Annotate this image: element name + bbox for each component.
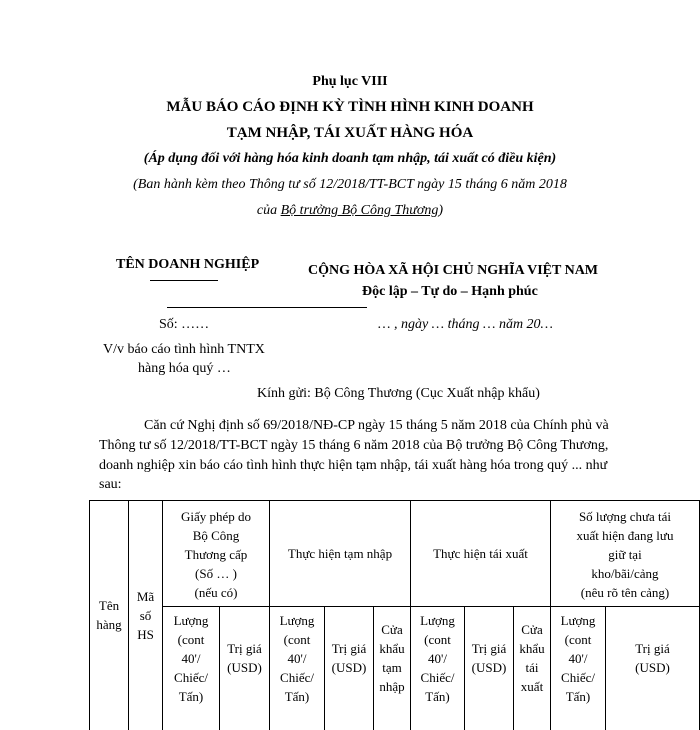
subheader-import-quantity: Lượng (cont 40'/ Chiếc/ Tấn): [279, 612, 315, 704]
body-line2: Thông tư số 12/2018/TT-BCT ngày 15 tháng 6 năm 2018 của Bộ trưởng Bộ Công Thương,: [99, 438, 609, 453]
motto: Độc lập – Tự do – Hạnh phúc: [362, 284, 538, 299]
subheader-stored-quantity: Lượng (cont 40'/ Chiếc/ Tấn): [560, 612, 596, 704]
appendix-title: Phụ lục VIII: [312, 74, 388, 89]
issued-with-prefix: của: [256, 203, 281, 218]
subheader-reexport-border-gate: Cửa khẩu tái xuất: [519, 622, 545, 694]
header-license-group: Giấy phép do Bộ Công Thương cấp (Số … ) (nếu có): [180, 508, 252, 600]
issued-with-line1: (Ban hành kèm theo Thông tư số 12/2018/TT-BCT ngày 15 tháng 6 năm 2018: [133, 177, 567, 192]
enterprise-name-underline: [150, 280, 218, 281]
body-line1: Căn cứ Nghị định số 69/2018/NĐ-CP ngày 15 tháng 5 năm 2018 của Chính phủ và: [144, 418, 609, 433]
republic-name: CỘNG HÒA XÃ HỘI CHỦ NGHĨA VIỆT NAM: [308, 263, 599, 278]
enterprise-name-label: TÊN DOANH NGHIỆP: [116, 257, 260, 272]
report-table: [89, 500, 700, 730]
issued-with-suffix: ): [438, 203, 444, 218]
subheader-license-value: Trị giá (USD): [227, 641, 262, 675]
table-subheader-border: [162, 606, 700, 607]
enterprise-signature-line: [167, 307, 367, 308]
header-temp-import-group: Thực hiện tạm nhập: [287, 545, 393, 561]
subheader-import-value: Trị giá (USD): [331, 641, 367, 675]
form-title-line1: MẪU BÁO CÁO ĐỊNH KỲ TÌNH HÌNH KINH DOANH: [166, 99, 534, 115]
issued-with-authority: Bộ trưởng Bộ Công Thương: [280, 203, 439, 218]
addressee: Kính gửi: Bộ Công Thương (Cục Xuất nhập khẩu): [257, 386, 540, 401]
header-not-reexported-group: Số lượng chưa tái xuất hiện đang lưu giữ tại kho/bãi/cảng (nêu rõ tên cảng): [576, 508, 674, 600]
subject-line2: hàng hóa quý …: [138, 361, 231, 376]
header-item-name: Tên hàng: [96, 598, 122, 632]
date-line: … , ngày … tháng … năm 20…: [378, 317, 554, 332]
issued-with-line2: [0, 203, 700, 219]
body-line4: sau:: [99, 477, 122, 492]
subheader-reexport-quantity: Lượng (cont 40'/ Chiếc/ Tấn): [420, 612, 455, 704]
subheader-import-border-gate: Cửa khẩu tạm nhập: [379, 622, 405, 694]
document-number: Số: ……: [159, 317, 210, 332]
subject-line1: V/v báo cáo tình hình TNTX: [103, 342, 265, 357]
subheader-license-quantity: Lượng (cont 40'/ Chiếc/ Tấn): [173, 612, 209, 704]
applies-to: (Áp dụng đối với hàng hóa kinh doanh tạm nhập, tái xuất có điều kiện): [143, 151, 557, 166]
form-title-line2: TẠM NHẬP, TÁI XUẤT HÀNG HÓA: [226, 125, 474, 141]
body-line3: doanh nghiệp xin báo cáo tình hình thực hiện tạm nhập, tái xuất hàng hóa trong quý ... như: [99, 458, 608, 473]
header-reexport-group: Thực hiện tái xuất: [433, 545, 528, 561]
subheader-stored-value: Trị giá (USD): [635, 641, 670, 675]
subheader-reexport-value: Trị giá (USD): [471, 641, 507, 675]
header-hs-code: Mã số HS: [136, 588, 155, 642]
